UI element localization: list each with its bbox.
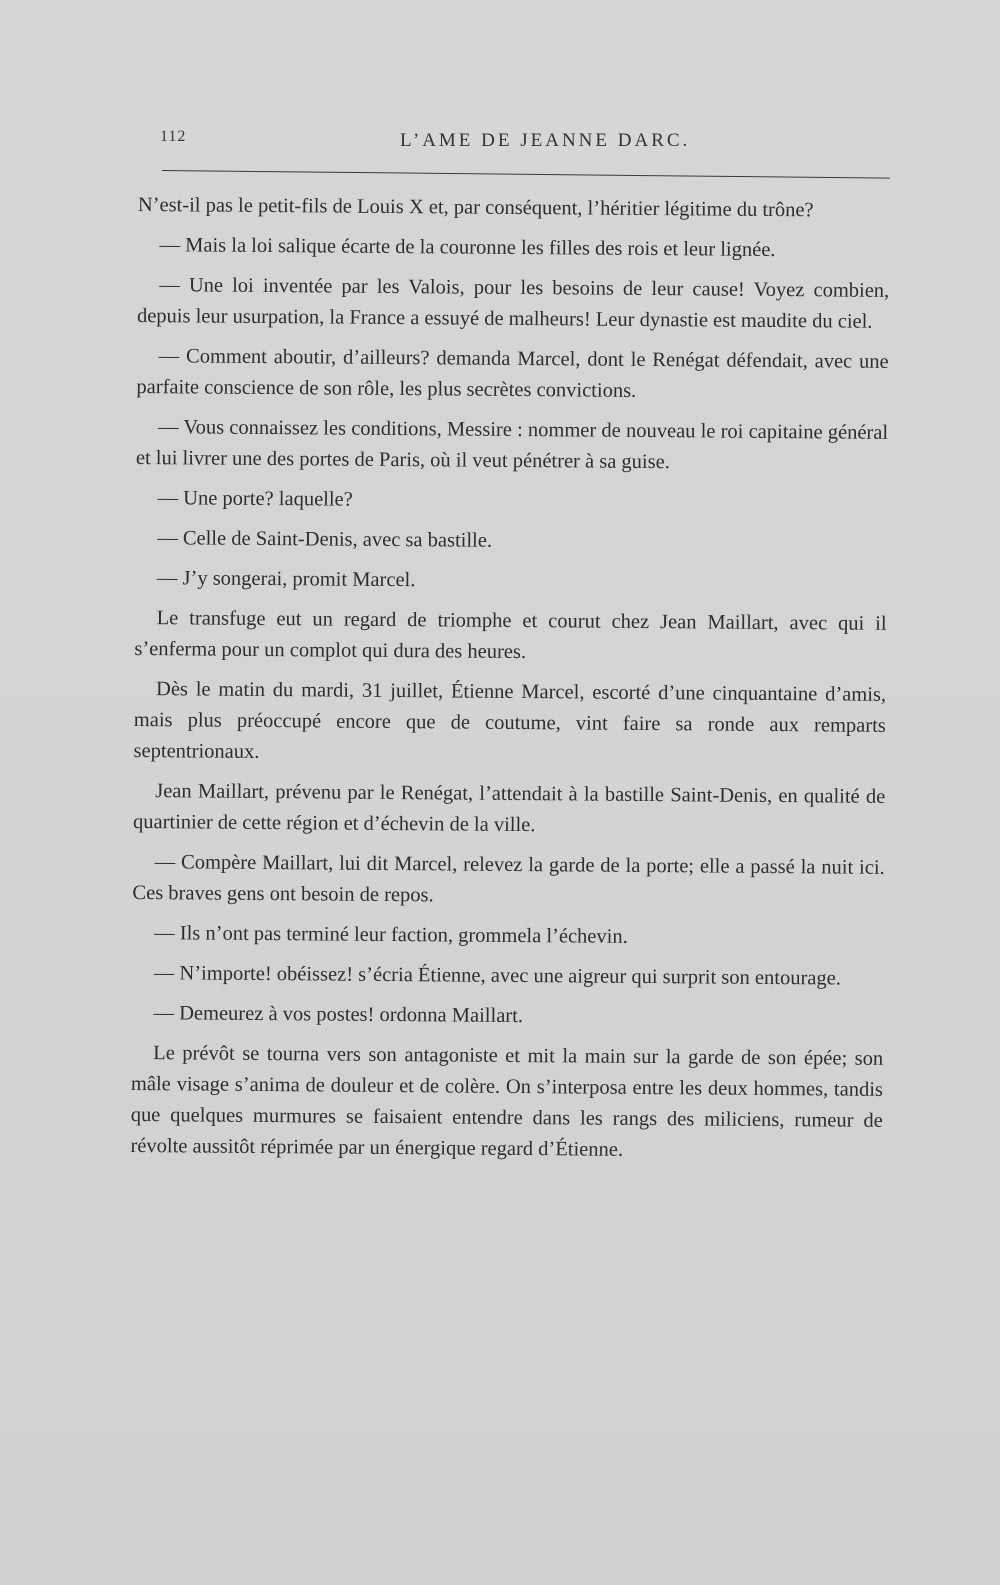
running-title: L’AME DE JEANNE DARC.	[400, 130, 691, 151]
paragraph: — Une porte? laquelle?	[157, 487, 353, 511]
paragraph: — J’y songerai, promit Marcel.	[156, 567, 416, 592]
paragraph: — Comment aboutir, d’ailleurs? demanda Marcel, dont le Renégat défendait, avec une parfaite conscience de son rôle, les plus secrètes convictions.	[136, 345, 889, 402]
running-head	[160, 128, 890, 160]
paragraph: — N’importe! obéissez! s’écria Étienne, avec une aigreur qui surprit son entourage.	[153, 962, 841, 990]
body-text	[130, 190, 890, 1177]
paragraph: Le transfuge eut un regard de triomphe et courut chez Jean Maillart, avec qui il s’enferma pour un complot qui dura des heures.	[134, 607, 887, 664]
page-number: 112	[160, 128, 187, 145]
paragraph: — Ils n’ont pas terminé leur faction, grommela l’échevin.	[154, 922, 628, 948]
paragraph: Le prévôt se tourna vers son antagoniste et mit la main sur la garde de son épée; son mâle visage s’anima de douleur et de colère. On s’interposa entre les deux hommes, tandis que quelques murmures se faisaient entendre dans les rangs des miliciens, rumeur de révolte aussitôt réprimée par un énergique regard d’Étienne.	[130, 1042, 884, 1161]
paragraph: Jean Maillart, prévenu par le Renégat, l’attendait à la bastille Saint-Denis, en qualité de quartinier de cette région et d’échevin de la ville.	[132, 780, 886, 837]
paragraph: Dès le matin du mardi, 31 juillet, Étienne Marcel, escorté d’une cinquantaine d’amis, mais plus préoccupé encore que de coutume, vint faire sa ronde aux remparts septentrionaux.	[133, 678, 887, 763]
paragraph: — Celle de Saint-Denis, avec sa bastille.	[157, 527, 493, 552]
paragraph: — Vous connaissez les conditions, Messire : nommer de nouveau le roi capitaine général et lui livrer une des portes de Paris, où il veut pénétrer à sa guise.	[135, 416, 889, 474]
paragraph: — Compère Maillart, lui dit Marcel, relevez la garde de la porte; elle a passé la nuit ici. Ces braves gens ont besoin de repos.	[132, 851, 885, 907]
paragraph: — Demeurez à vos postes! ordonna Maillart.	[153, 1002, 524, 1028]
paragraph: — Mais la loi salique écarte de la couronne les filles des rois et leur lignée.	[159, 234, 776, 262]
header-rule	[162, 170, 890, 179]
paragraph: N’est-il pas le petit-fils de Louis X et, par conséquent, l’héritier légitime du trône?	[137, 193, 814, 222]
paragraph: — Une loi inventée par les Valois, pour les besoins de leur cause! Voyez combien, depuis leur usurpation, la France a essuyé de malheurs! Leur dynastie est maudite du ciel.	[136, 274, 890, 333]
